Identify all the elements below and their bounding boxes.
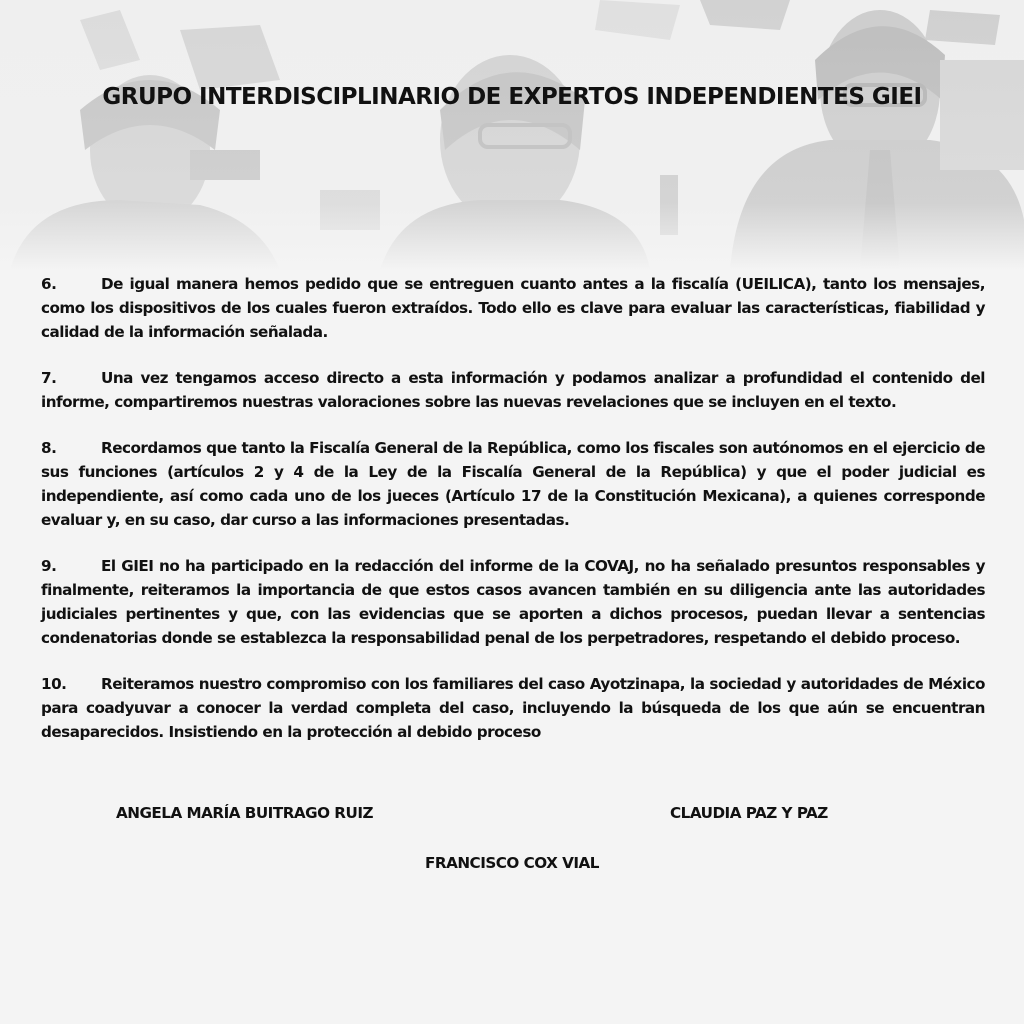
faded-photo-illustration <box>0 0 1024 270</box>
paragraph-text: Recordamos que tanto la Fiscalía General de la República, como los fiscales son autónomos en el ejercicio de sus funciones (artículos 2 y 4 de la Ley de la Fiscalía General de la República) y que el poder judicial es independiente, así como cada uno de los jueces (Artículo 17 de la Constitución Mexicana), a quienes corresponde evaluar y, en su caso, dar curso a las informaciones presentadas. <box>41 439 985 529</box>
paragraph-number: 10. <box>41 675 67 693</box>
signature-block <box>0 804 1024 884</box>
paragraph-9 <box>41 554 985 650</box>
paragraph-number: 6. <box>41 275 57 293</box>
signature-claudia-paz-y-paz: CLAUDIA PAZ Y PAZ <box>670 804 828 822</box>
paragraph-text: Reiteramos nuestro compromiso con los familiares del caso Ayotzinapa, la sociedad y autoridades de México para coadyuvar a conocer la verdad completa del caso, incluyendo la búsqueda de los que aún se encuentran desaparecidos. Insistiendo en la protección al debido proceso <box>41 675 985 741</box>
paragraph-8 <box>41 436 985 532</box>
signature-francisco-cox-vial: FRANCISCO COX VIAL <box>425 854 599 872</box>
statement-body <box>41 272 985 766</box>
paragraph-number: 7. <box>41 369 57 387</box>
paragraph-text: De igual manera hemos pedido que se entreguen cuanto antes a la fiscalía (UEILICA), tanto los mensajes, como los dispositivos de los cuales fueron extraídos. Todo ello es clave para evaluar las características, fiabilidad y calidad de la información señalada. <box>41 275 985 341</box>
paragraph-7 <box>41 366 985 414</box>
header-photo-banner <box>0 0 1024 270</box>
paragraph-text: El GIEI no ha participado en la redacción del informe de la COVAJ, no ha señalado presuntos responsables y finalmente, reiteramos la importancia de que estos casos avancen también en su diligencia ante las autoridades judiciales pertinentes y que, con las evidencias que se aporten a dichos procesos, puedan llevar a sentencias condenatorias donde se establezca la responsabilidad penal de los perpetradores, respetando el debido proceso. <box>41 557 985 647</box>
paragraph-text: Una vez tengamos acceso directo a esta información y podamos analizar a profundidad el contenido del informe, compartiremos nuestras valoraciones sobre las nuevas revelaciones que se incluyen en el texto. <box>41 369 985 411</box>
paragraph-6 <box>41 272 985 344</box>
paragraph-number: 8. <box>41 439 57 457</box>
paragraph-10 <box>41 672 985 744</box>
signature-angela-maria-buitrago-ruiz: ANGELA MARÍA BUITRAGO RUIZ <box>116 804 374 822</box>
paragraph-number: 9. <box>41 557 57 575</box>
page-title: GRUPO INTERDISCIPLINARIO DE EXPERTOS INDEPENDIENTES GIEI <box>102 84 922 110</box>
